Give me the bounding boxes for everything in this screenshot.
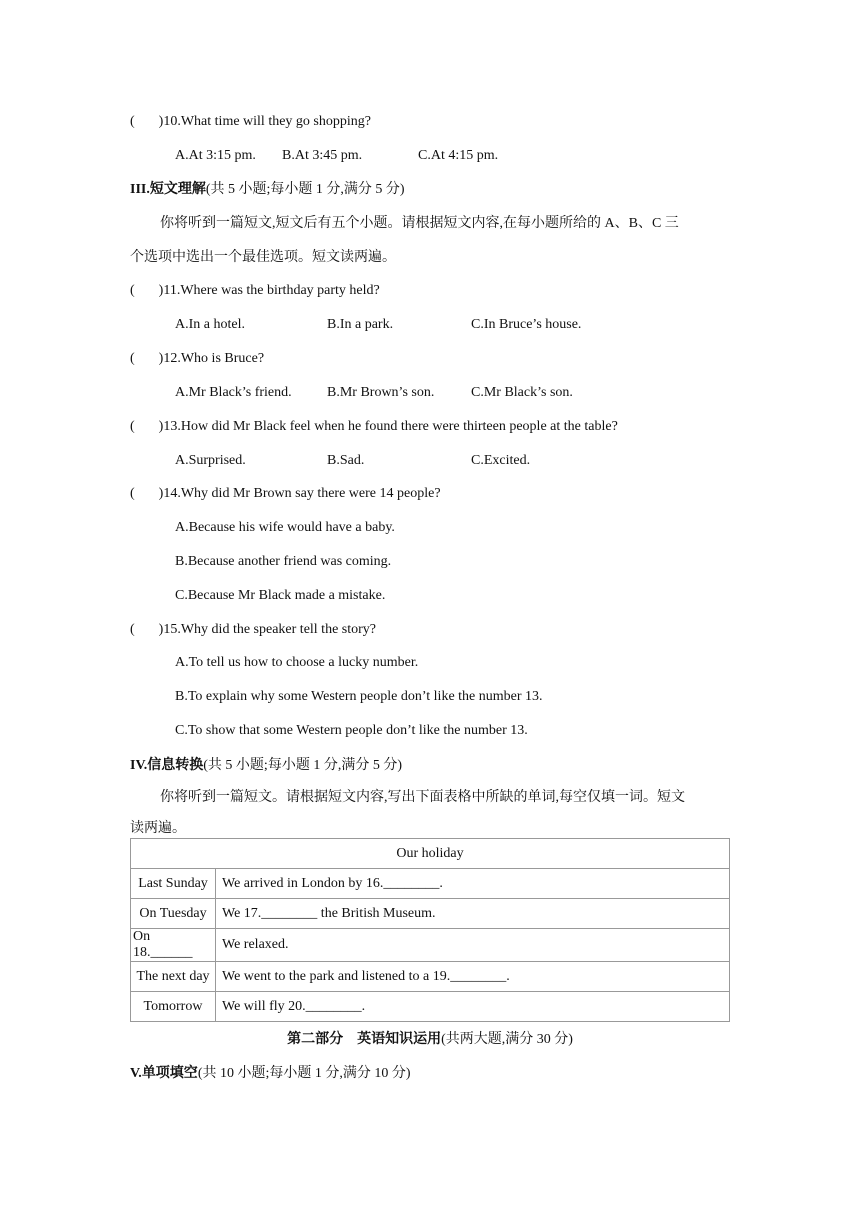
question-11 <box>130 282 380 300</box>
answer-paren-close: ) <box>158 351 164 366</box>
answer-paren-close: ) <box>158 419 164 434</box>
table-cell-time: Tomorrow <box>131 992 216 1022</box>
table-cell-time: The next day <box>131 962 216 992</box>
table-row <box>131 962 730 992</box>
option-a: A.At 3:15 pm. <box>175 148 256 163</box>
table-cell-event: We arrived in London by 16.________. <box>216 869 730 899</box>
answer-paren-close: ) <box>158 114 164 129</box>
question-text: 12.Who is Bruce? <box>163 351 265 366</box>
section-info: (共 5 小题;每小题 1 分,满分 5 分) <box>203 758 402 773</box>
section-4-intro-line1: 你将听到一篇短文。请根据短文内容,写出下面表格中所缺的单词,每空仅填一词。短文 <box>160 790 685 805</box>
option-c: C.In Bruce’s house. <box>471 317 582 332</box>
answer-paren-close: ) <box>158 283 164 298</box>
table-cell-time: Last Sunday <box>131 869 216 899</box>
part-title: 第二部分 英语知识运用 <box>287 1032 442 1047</box>
section-5-heading <box>130 1065 411 1083</box>
answer-paren-open: ( <box>130 486 135 501</box>
table-cell-event: We went to the park and listened to a 19.________. <box>216 962 730 992</box>
table-cell-event: We 17.________ the British Museum. <box>216 899 730 929</box>
question-14 <box>130 485 441 503</box>
part-info: (共两大题,满分 30 分) <box>441 1032 573 1047</box>
question-text: 15.Why did the speaker tell the story? <box>163 622 377 637</box>
section-title: 单项填空 <box>141 1066 198 1081</box>
table-row <box>131 899 730 929</box>
section-3-intro-line2: 个选项中选出一个最佳选项。短文读两遍。 <box>130 250 396 265</box>
option-b: B.To explain why some Western people don’t like the number 13. <box>175 689 543 704</box>
section-numeral: III. <box>130 182 150 197</box>
table-row <box>131 929 730 962</box>
option-b: B.Sad. <box>327 453 365 468</box>
question-text: 14.Why did Mr Brown say there were 14 people? <box>163 486 441 501</box>
table-cell-event: We will fly 20.________. <box>216 992 730 1022</box>
section-3-intro-line1: 你将听到一篇短文,短文后有五个小题。请根据短文内容,在每小题所给的 A、B、C 三 <box>160 216 679 231</box>
option-c: C.Because Mr Black made a mistake. <box>175 588 386 603</box>
section-numeral: IV. <box>130 758 148 773</box>
table-cell-event: We relaxed. <box>216 929 730 962</box>
answer-paren-close: ) <box>158 486 164 501</box>
table-row <box>131 869 730 899</box>
table-cell-time: On 18.______ <box>131 929 216 962</box>
section-title: 短文理解 <box>149 182 206 197</box>
option-c: C.Mr Black’s son. <box>471 385 573 400</box>
question-text: 13.How did Mr Black feel when he found there were thirteen people at the table? <box>163 419 618 434</box>
section-info: (共 5 小题;每小题 1 分,满分 5 分) <box>205 182 405 197</box>
option-c: C.Excited. <box>471 453 531 468</box>
question-10 <box>130 113 371 131</box>
option-a: A.Because his wife would have a baby. <box>175 520 395 535</box>
section-3-heading <box>130 181 405 199</box>
option-c: C.At 4:15 pm. <box>418 148 499 163</box>
answer-paren-open: ( <box>130 351 135 366</box>
answer-paren-open: ( <box>130 283 135 298</box>
option-a: A.To tell us how to choose a lucky number. <box>175 655 419 670</box>
question-text: 10.What time will they go shopping? <box>163 114 371 129</box>
question-text: 11.Where was the birthday party held? <box>163 283 380 298</box>
option-b: B.Because another friend was coming. <box>175 554 392 569</box>
question-13 <box>130 418 618 436</box>
section-title: 信息转换 <box>147 758 204 773</box>
holiday-table <box>130 838 730 1022</box>
option-c: C.To show that some Western people don’t like the number 13. <box>175 723 528 738</box>
question-15 <box>130 621 376 639</box>
answer-paren-close: ) <box>158 622 164 637</box>
section-info: (共 10 小题;每小题 1 分,满分 10 分) <box>197 1066 411 1081</box>
part-2-heading <box>0 1031 860 1049</box>
answer-paren-open: ( <box>130 622 135 637</box>
option-b: B.Mr Brown’s son. <box>327 385 435 400</box>
answer-paren-open: ( <box>130 419 135 434</box>
section-4-intro-line2: 读两遍。 <box>130 821 186 836</box>
answer-paren-open: ( <box>130 114 135 129</box>
section-numeral: V. <box>130 1066 142 1081</box>
table-row <box>131 992 730 1022</box>
section-4-heading <box>130 757 402 775</box>
question-12 <box>130 350 264 368</box>
table-caption-row <box>131 839 730 869</box>
table-caption: Our holiday <box>131 839 730 869</box>
option-b: B.In a park. <box>327 317 394 332</box>
option-b: B.At 3:45 pm. <box>282 148 363 163</box>
table-cell-time: On Tuesday <box>131 899 216 929</box>
option-a: A.Surprised. <box>175 453 246 468</box>
option-a: A.In a hotel. <box>175 317 245 332</box>
option-a: A.Mr Black’s friend. <box>175 385 292 400</box>
